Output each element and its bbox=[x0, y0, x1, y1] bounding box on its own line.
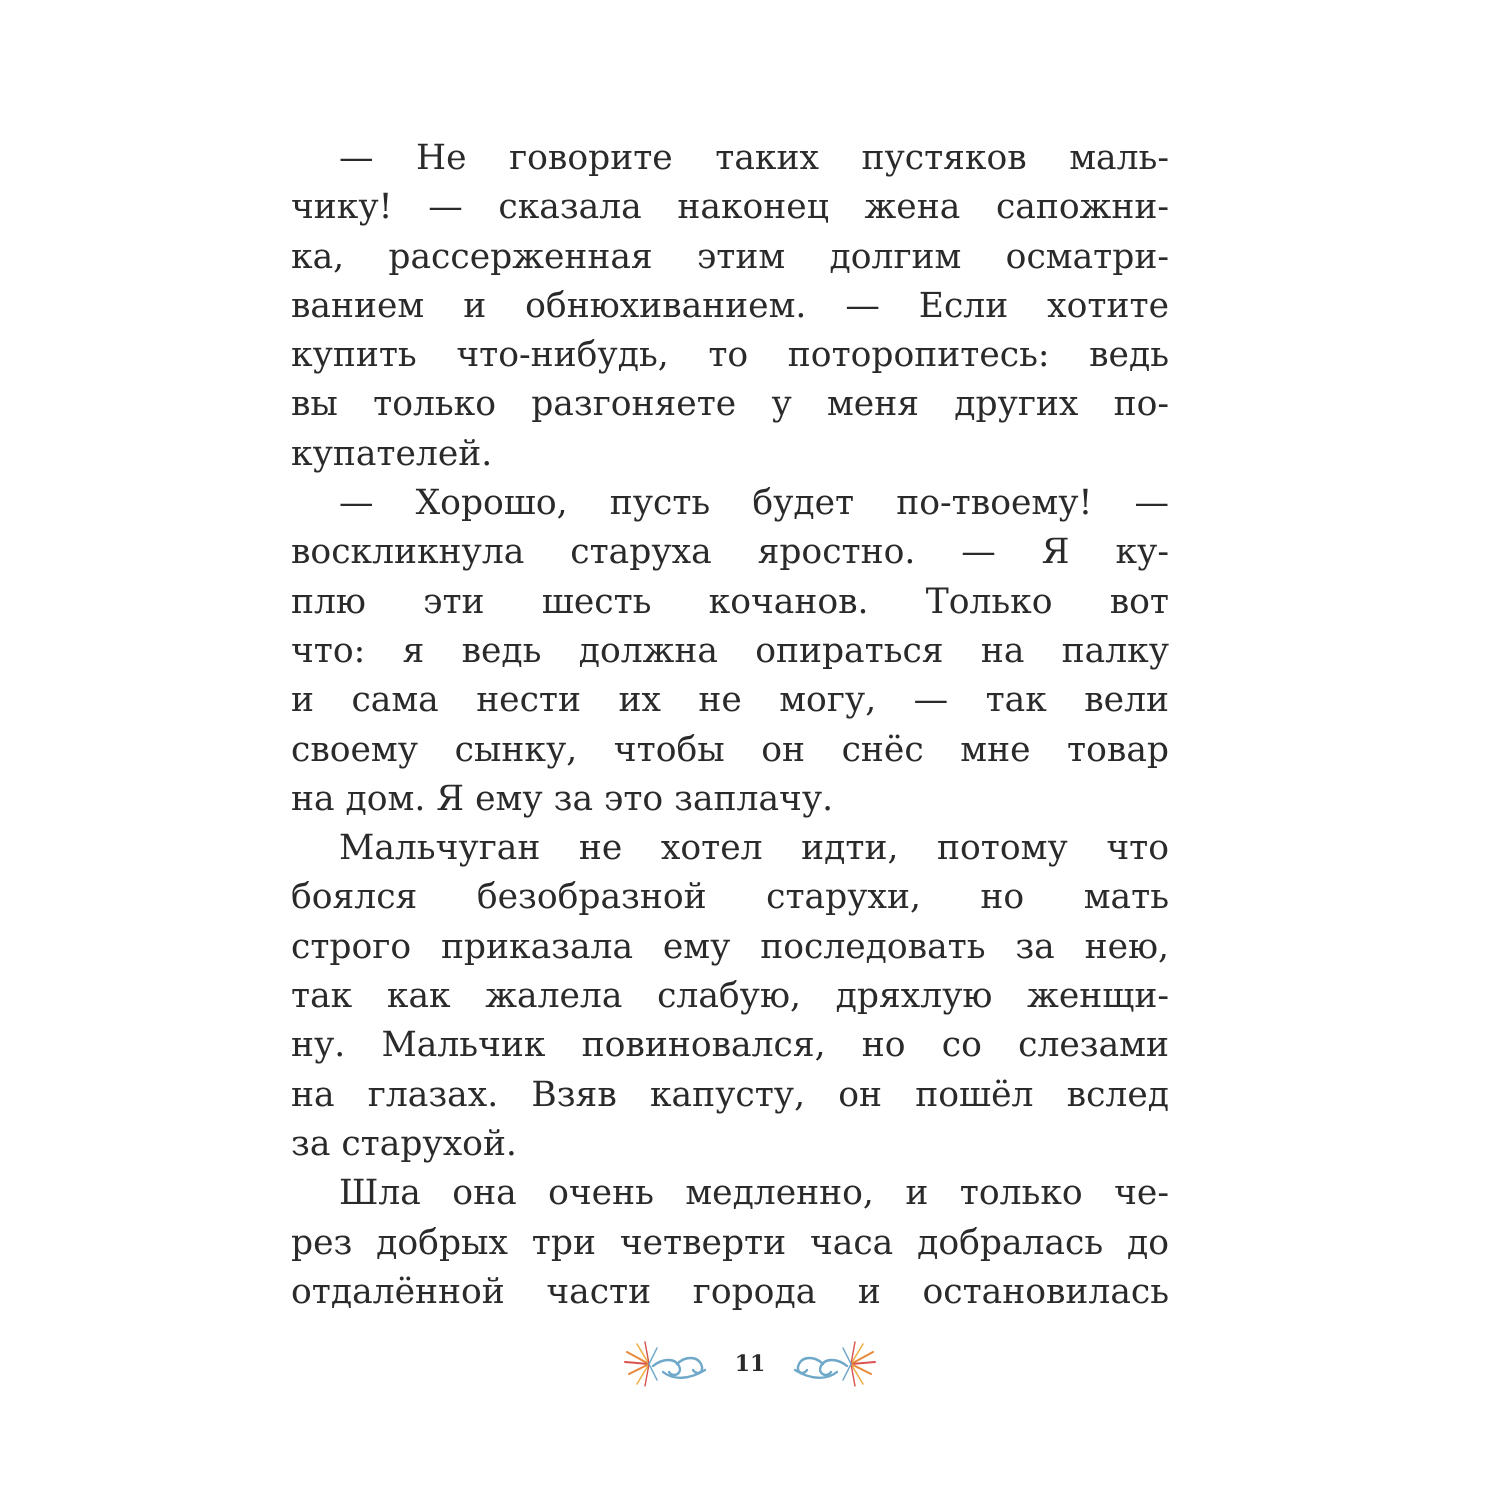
text-line: своему сынку, чтобы он снёс мне товар bbox=[291, 729, 1169, 770]
text-line: отдалённой части города и остановилась bbox=[291, 1271, 1169, 1312]
text-line: Мальчуган не хотел идти, потому что bbox=[339, 828, 1169, 869]
paragraph-1 bbox=[291, 134, 1169, 479]
text-line: на дом. Я ему за это заплачу. bbox=[291, 778, 834, 819]
text-line: ну. Мальчик повиновался, но со слезами bbox=[291, 1025, 1169, 1066]
paragraph-3 bbox=[291, 824, 1169, 1169]
page-number: 11 bbox=[734, 1351, 766, 1377]
flourish-ornament-icon bbox=[623, 1336, 709, 1392]
text-line: ка, рассерженная этим долгим осматри- bbox=[291, 236, 1169, 277]
body-text bbox=[291, 134, 1169, 1317]
text-line: плю эти шесть кочанов. Только вот bbox=[291, 581, 1169, 622]
text-line: строго приказала ему последовать за нею, bbox=[291, 926, 1169, 967]
text-line: купить что-нибудь, то поторопитесь: ведь bbox=[291, 335, 1169, 376]
text-line: купателей. bbox=[291, 433, 493, 474]
text-line: и сама нести их не могу, — так вели bbox=[291, 680, 1169, 721]
text-line: ванием и обнюхиванием. — Если хотите bbox=[291, 285, 1169, 326]
text-line: — Хорошо, пусть будет по-твоему! — bbox=[339, 483, 1169, 524]
text-line: вы только разгоняете у меня других по- bbox=[291, 384, 1169, 425]
text-line: — Не говорите таких пустяков маль- bbox=[339, 138, 1169, 178]
text-line: так как жалела слабую, дряхлую женщи- bbox=[291, 976, 1169, 1017]
text-line: на глазах. Взяв капусту, он пошёл вслед bbox=[291, 1074, 1169, 1115]
page-footer bbox=[0, 1336, 1500, 1392]
text-line: что: я ведь должна опираться на палку bbox=[291, 630, 1169, 671]
text-line: рез добрых три четверти часа добралась до bbox=[291, 1222, 1169, 1263]
text-line: воскликнула старуха яростно. — Я ку- bbox=[291, 532, 1169, 573]
flourish-ornament-icon bbox=[791, 1336, 877, 1392]
text-line: боялся безобразной старухи, но мать bbox=[291, 877, 1169, 918]
text-line: Шла она очень медленно, и только че- bbox=[339, 1173, 1169, 1214]
paragraph-2 bbox=[291, 479, 1169, 824]
text-line: за старухой. bbox=[291, 1123, 517, 1164]
paragraph-4 bbox=[291, 1169, 1169, 1317]
text-line: чику! — сказала наконец жена сапожни- bbox=[291, 187, 1169, 228]
